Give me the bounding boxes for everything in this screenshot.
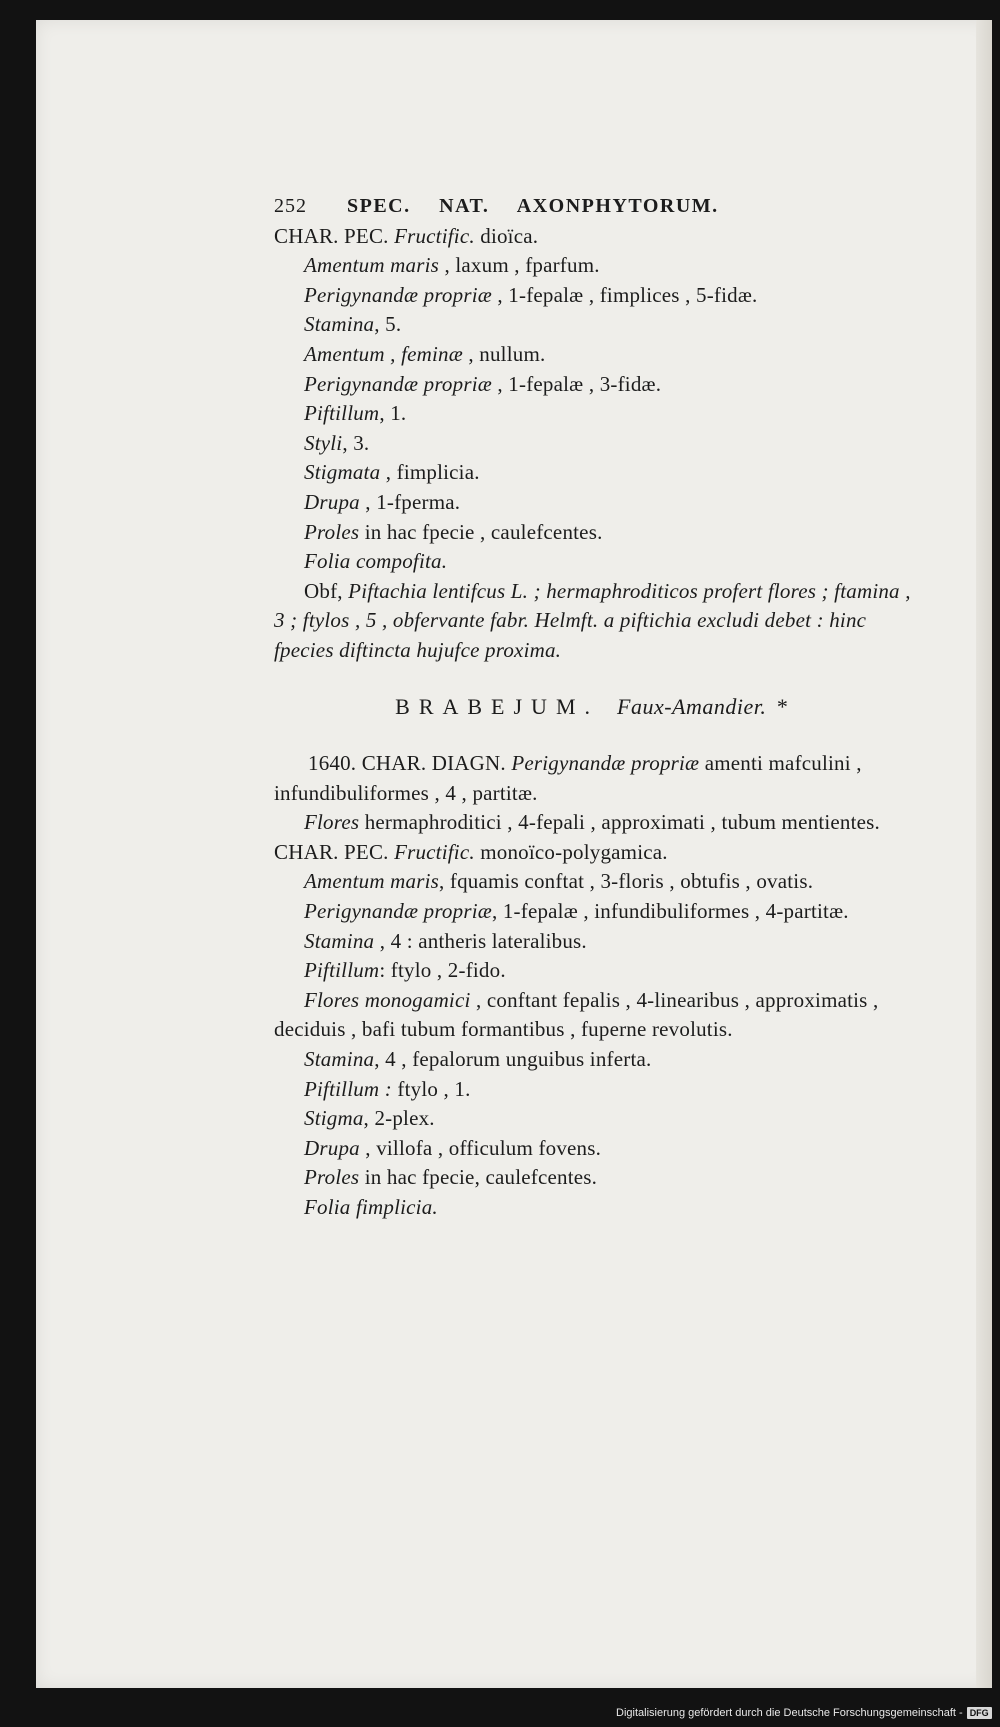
text-line [274, 547, 914, 577]
term: Drupa [304, 1135, 360, 1160]
flores-paragraph [274, 808, 914, 838]
text: in hac fpecie , caulefcentes. [359, 519, 603, 544]
text-paragraph [274, 867, 914, 897]
char-value: dioïca. [474, 223, 539, 248]
diagn-term: Perigynandæ propriæ [511, 751, 700, 776]
text: , fquamis conftat , 3-floris , obtufis , ovatis. [439, 869, 814, 894]
diagn-label: CHAR. DIAGN. [361, 751, 506, 776]
text-line [274, 956, 914, 986]
term: Flores [304, 810, 360, 835]
text-line [274, 518, 914, 548]
credit-text: Digitalisierung gefördert durch die Deutsche Forschungsgemeinschaft - [616, 1707, 963, 1719]
term: Proles [304, 1165, 360, 1190]
term: Proles [304, 519, 360, 544]
book-page [36, 20, 992, 1688]
term: Stamina [304, 312, 375, 337]
species-number: 1640. [308, 751, 357, 776]
text-line [274, 251, 914, 281]
text: , 1-fepalæ , 3-fidæ. [491, 371, 662, 396]
text: , 5. [374, 312, 402, 337]
term: Piftillum [304, 958, 380, 983]
running-head [274, 192, 914, 222]
diagn-text: amenti mafculini , infundibuliformes , 4 , partitæ. [274, 751, 862, 805]
text-line [274, 370, 914, 400]
char-term: Fructific. [394, 839, 475, 864]
text: , fimplicia. [380, 460, 480, 485]
obs-text: Piftachia lentifcus L. ; hermaphroditicos profert flores ; ftamina , 3 ; ftylos , 5 , obfervante fabr. Helmft. a piftichia excludi debet : hinc fpecies diftincta hujufce proxima. [274, 578, 911, 662]
char-label: CHAR. PEC. [274, 839, 389, 864]
char-pec-line [274, 222, 914, 252]
text-line [274, 1104, 914, 1134]
char-pec-line [274, 838, 914, 868]
text: , nullum. [462, 341, 546, 366]
term: Amentum , feminæ [304, 341, 463, 366]
text: , 1-fepalæ , infundibuliformes , 4-partitæ. [491, 899, 849, 924]
diagnosis-paragraph [274, 749, 914, 808]
page-content [274, 192, 914, 1223]
text: in hac fpecie, caulefcentes. [359, 1165, 598, 1190]
page-edge [976, 20, 992, 1688]
text: , 4 , fepalorum unguibus inferta. [374, 1047, 652, 1072]
text-line [274, 927, 914, 957]
genus-mark: * [776, 693, 793, 719]
term: Stamina [304, 1047, 375, 1072]
term: Styli [304, 430, 343, 455]
digitization-credit [616, 1707, 992, 1719]
term: Stigma [304, 1106, 364, 1131]
text: ftylo , 1. [391, 1076, 471, 1101]
text: : ftylo , 2-fido. [379, 958, 506, 983]
text: , 1-fepalæ , fimplices , 5-fidæ. [491, 282, 758, 307]
term: Stigmata [304, 460, 381, 485]
text-line [274, 1163, 914, 1193]
text: , 4 : antheris lateralibus. [374, 928, 587, 953]
term: Drupa [304, 489, 360, 514]
text-line [274, 1045, 914, 1075]
genus-common-name: Faux-Amandier. [617, 693, 767, 719]
page-number: 252 [274, 195, 307, 217]
term: Perigynandæ propriæ [304, 899, 492, 924]
term: Amentum maris [304, 253, 440, 278]
observation-paragraph [274, 577, 914, 666]
text-line [274, 1193, 914, 1223]
term: Folia fimplicia. [304, 1195, 438, 1219]
term: Amentum maris [304, 869, 440, 894]
char-value: monoïco-polygamica. [474, 839, 668, 864]
text: , 1-fperma. [359, 489, 461, 514]
text: , 3. [342, 430, 370, 455]
text-line [274, 399, 914, 429]
char-label: CHAR. PEC. [274, 223, 389, 248]
text-line [274, 458, 914, 488]
text-line [274, 1134, 914, 1164]
text-line [274, 310, 914, 340]
genus-name: BRABEJUM. [395, 693, 599, 719]
text-paragraph [274, 897, 914, 927]
text: , 2-plex. [363, 1106, 435, 1131]
char-term: Fructific. [394, 223, 475, 248]
text-paragraph [274, 986, 914, 1045]
text-line [274, 429, 914, 459]
obs-label: Obf, [304, 578, 343, 603]
text: , 1. [379, 401, 407, 426]
text-line [274, 488, 914, 518]
running-title: SPEC. NAT. AXONPHYTORUM. [347, 195, 719, 217]
term: Perigynandæ propriæ [304, 371, 492, 396]
text: , villofa , officulum fovens. [359, 1135, 602, 1160]
text-line [274, 281, 914, 311]
text-line [274, 1075, 914, 1105]
dfg-logo-icon: DFG [967, 1707, 992, 1719]
genus-heading [274, 692, 914, 722]
term: Piftillum : [304, 1076, 392, 1101]
term: Piftillum [304, 401, 380, 426]
term: Perigynandæ propriæ [304, 282, 492, 307]
text: hermaphroditici , 4-fepali , approximati , tubum mentientes. [359, 810, 880, 835]
term: Folia compofita. [304, 549, 448, 574]
term: Stamina [304, 928, 375, 953]
text: , laxum , fparfum. [439, 253, 600, 278]
text: , conftant fepalis , 4-linearibus , approximatis , deciduis , bafi tubum formantibus , fuperne revolutis. [274, 987, 879, 1042]
text-line [274, 340, 914, 370]
term: Flores monogamici [304, 987, 471, 1012]
